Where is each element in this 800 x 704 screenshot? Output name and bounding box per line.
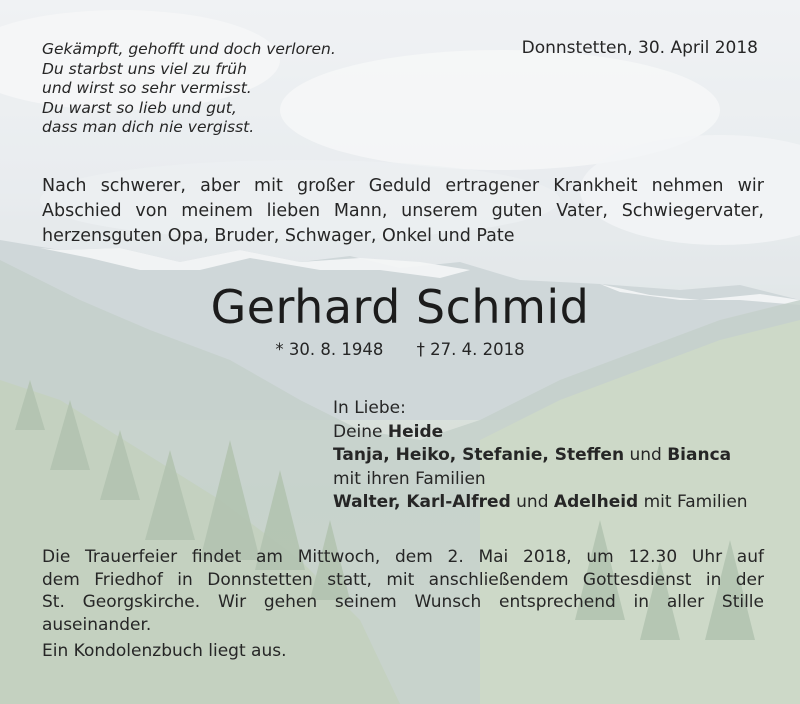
- birth-date: * 30. 8. 1948: [275, 340, 384, 359]
- poem-line: dass man dich nie vergisst.: [42, 118, 255, 136]
- mourners-list: [333, 397, 748, 515]
- funeral-details-line: dem Friedhof in Donnstetten statt, mit anschließendem Gottesdienst in der: [42, 569, 764, 590]
- condolence-note: Ein Kondolenzbuch liegt aus.: [42, 641, 287, 661]
- mourner-line: mit ihren Familien: [333, 468, 486, 489]
- poem-line: Du warst so lieb und gut,: [42, 98, 237, 117]
- mourner-name: Bianca: [667, 445, 732, 465]
- mourner-name: Heide: [387, 421, 444, 442]
- mourner-line: Deine Heide: [333, 421, 444, 442]
- funeral-details-line: St. Georgskirche. Wir gehen seinem Wunsch entsprechend in aller Stille: [42, 592, 764, 612]
- announcement-text: [42, 174, 764, 249]
- announcement-line: Abschied von meinem lieben Mann, unserem guten Vater, Schwiegervater,: [42, 201, 764, 221]
- mourner-name: Adelheid: [553, 492, 639, 512]
- life-dates: [0, 340, 800, 359]
- mourner-line: Tanja, Heiko, Stefanie, Steffen und Bianca: [333, 445, 732, 465]
- death-date: † 27. 4. 2018: [416, 340, 525, 359]
- funeral-details: [42, 546, 764, 663]
- announcement-line: Nach schwerer, aber mit großer Geduld ertragener Krankheit nehmen wir: [42, 176, 764, 196]
- poem-line: Du starbst uns viel zu früh: [42, 59, 247, 78]
- memorial-poem: [42, 40, 402, 138]
- poem-line: und wirst so sehr vermisst.: [42, 79, 252, 97]
- funeral-details-line: auseinander.: [42, 614, 152, 635]
- poem-line: Gekämpft, gehofft und doch verloren.: [42, 40, 336, 58]
- deceased-name: Gerhard Schmid: [210, 280, 590, 334]
- announcement-line: herzensguten Opa, Bruder, Schwager, Onkel und Pate: [42, 226, 515, 246]
- funeral-details-line: Die Trauerfeier findet am Mittwoch, dem 2. Mai 2018, um 12.30 Uhr auf: [42, 547, 764, 567]
- mourners-heading: In Liebe:: [333, 398, 406, 418]
- mourner-names: Tanja, Heiko, Stefanie, Steffen: [333, 445, 625, 465]
- mourner-names: Walter, Karl-Alfred: [333, 492, 511, 512]
- place-and-date: Donnstetten, 30. April 2018: [521, 38, 758, 58]
- mourner-line: Walter, Karl-Alfred und Adelheid mit Familien: [333, 492, 748, 512]
